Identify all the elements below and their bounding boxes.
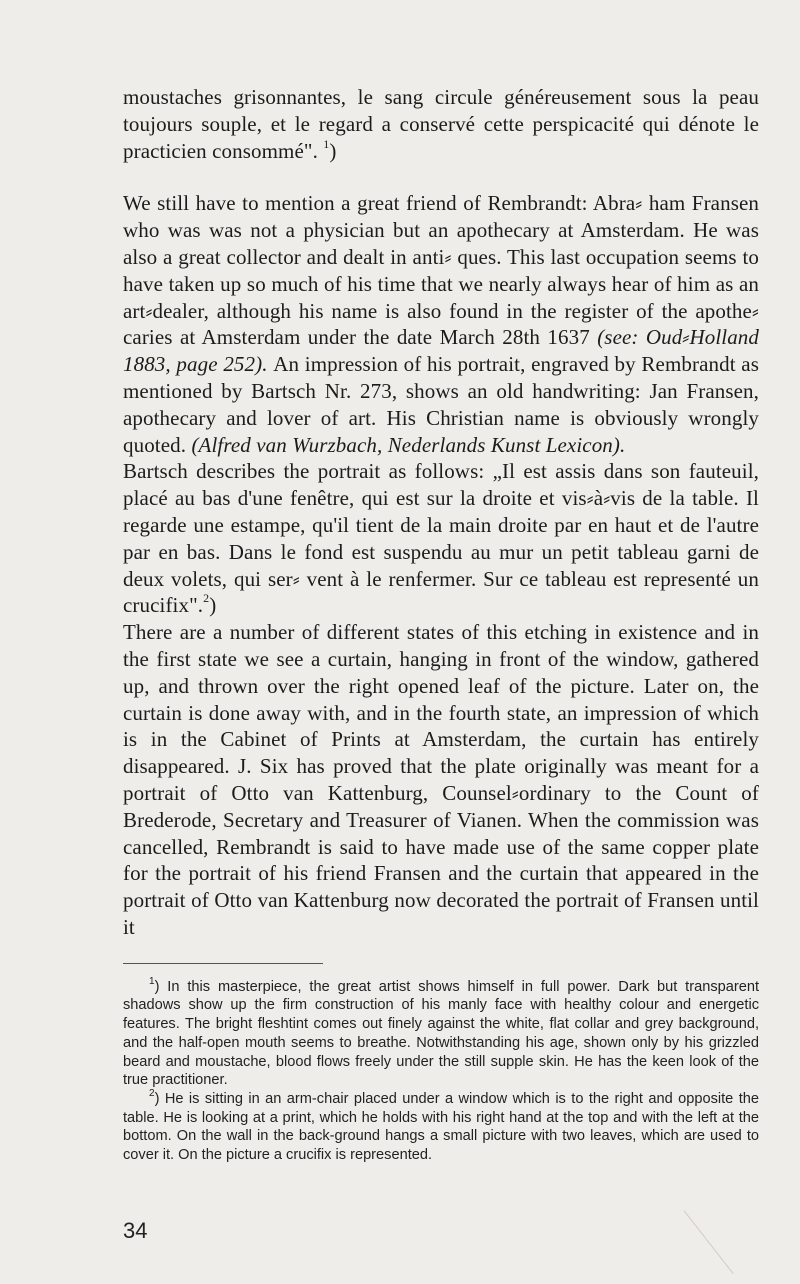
- footnote-2-text: ) He is sitting in an arm-chair placed under a window which is to the right and opposite the table. He is looking at a print, which he holds with his right hand at the top and with the left at the bottom. On the wall in the back-ground hangs a small picture with two leaves, which are used to cover it. On the picture a crucifix is represented.: [123, 1090, 759, 1164]
- paragraph-3: [123, 458, 759, 619]
- oud-holland-ref: Oud⸗Holland 1883, page 252).: [123, 325, 759, 377]
- wurzbach-ref: (Alfred van Wurzbach, Nederlands Kunst Lexicon).: [191, 432, 626, 457]
- footnote-1-mark: 1: [149, 975, 155, 987]
- page-number: 34: [123, 1218, 148, 1243]
- footnote-1: [123, 975, 759, 1090]
- footnote-2-mark: 2: [149, 1088, 155, 1100]
- footnote-ref-1: 1: [323, 136, 330, 151]
- paragraph-2-text: We still have to mention a great friend of Rembrandt: Abra⸗ ham Fransen who was was not a physician but an apothecary at Amsterdam. He was also a great collector and dealt in anti⸗ ques. This last occupation seems to have taken up so much of his time that we nearly always hear of him as an art⸗dealer, although his name is also found in the register of the apothe⸗ caries at Amsterdam under the date March 28th 1637: [123, 191, 759, 350]
- footnote-ref-1-close: ): [329, 138, 337, 163]
- paragraph-4: [123, 619, 759, 941]
- body-text: [123, 84, 759, 941]
- paragraph-2: [123, 190, 759, 458]
- paragraph-2-cont: An impression of his portrait, engraved by Rembrandt as mentioned by Bartsch Nr. 273, shows an old handwriting: Jan Fransen, apothecary and lover of art. His Christian name is obviously wrongly quoted.: [123, 352, 759, 457]
- page: [123, 84, 759, 1165]
- paper-mark: [684, 1198, 750, 1274]
- footnotes: [123, 975, 759, 1165]
- paragraph-1-text: moustaches grisonnantes, le sang circule généreusement sous la peau toujours souple, et le regard a conservé cette perspicacité qui dénote le practicien consommé".: [123, 85, 759, 163]
- footnote-divider: [123, 963, 323, 964]
- footnote-ref-2: 2: [203, 591, 210, 606]
- footnote-2: [123, 1090, 759, 1165]
- paragraph-3-text: Bartsch describes the portrait as follows: „Il est assis dans son fauteuil, placé au bas d'une fenêtre, qui est sur la droite et vis⸗à⸗vis de la table. Il regarde une estampe, qu'il tient de la main droite par en haut et de l'autre par en bas. Dans le fond est suspendu au mur un petit tableau garni de deux volets, qui ser⸗ vent à le renfermer. Sur ce tableau est representé un crucifix".: [123, 459, 759, 618]
- paragraph-4-text: There are a number of different states of this etching in existence and in the first state we see a curtain, hanging in front of the window, gathered up, and thrown over the right opened leaf of the picture. Later on, the curtain is done away with, and in the fourth state, an impression of which is in the Cabinet of Prints at Amsterdam, the curtain has entirely disappeared. J. Six has proved that the plate originally was meant for a portrait of Otto van Kattenburg, Counsel⸗ordinary to the Count of Brederode, Secretary and Treasurer of Vianen. When the commission was cancelled, Rembrandt is said to have made use of the same copper plate for the portrait of his friend Fransen and the curtain that appeared in the portrait of Otto van Kattenburg now decorated the portrait of Fransen until it: [123, 620, 759, 939]
- paragraph-1: [123, 84, 759, 164]
- footnote-1-text: ) In this masterpiece, the great artist shows himself in full power. Dark but transparent shadows show up the firm construction of his manly face with healthy colour and energetic features. The bright fleshtint comes out finely against the white, flat collar and grey background, and the half-open mouth seems to breathe. Notwithstanding his age, shown only by his grizzled beard and moustache, blood flows freely under the still supple skin. He has the keen look of the true practitioner.: [123, 978, 759, 1089]
- footnote-ref-2-close: ): [209, 593, 217, 618]
- see-label: (see:: [597, 325, 639, 350]
